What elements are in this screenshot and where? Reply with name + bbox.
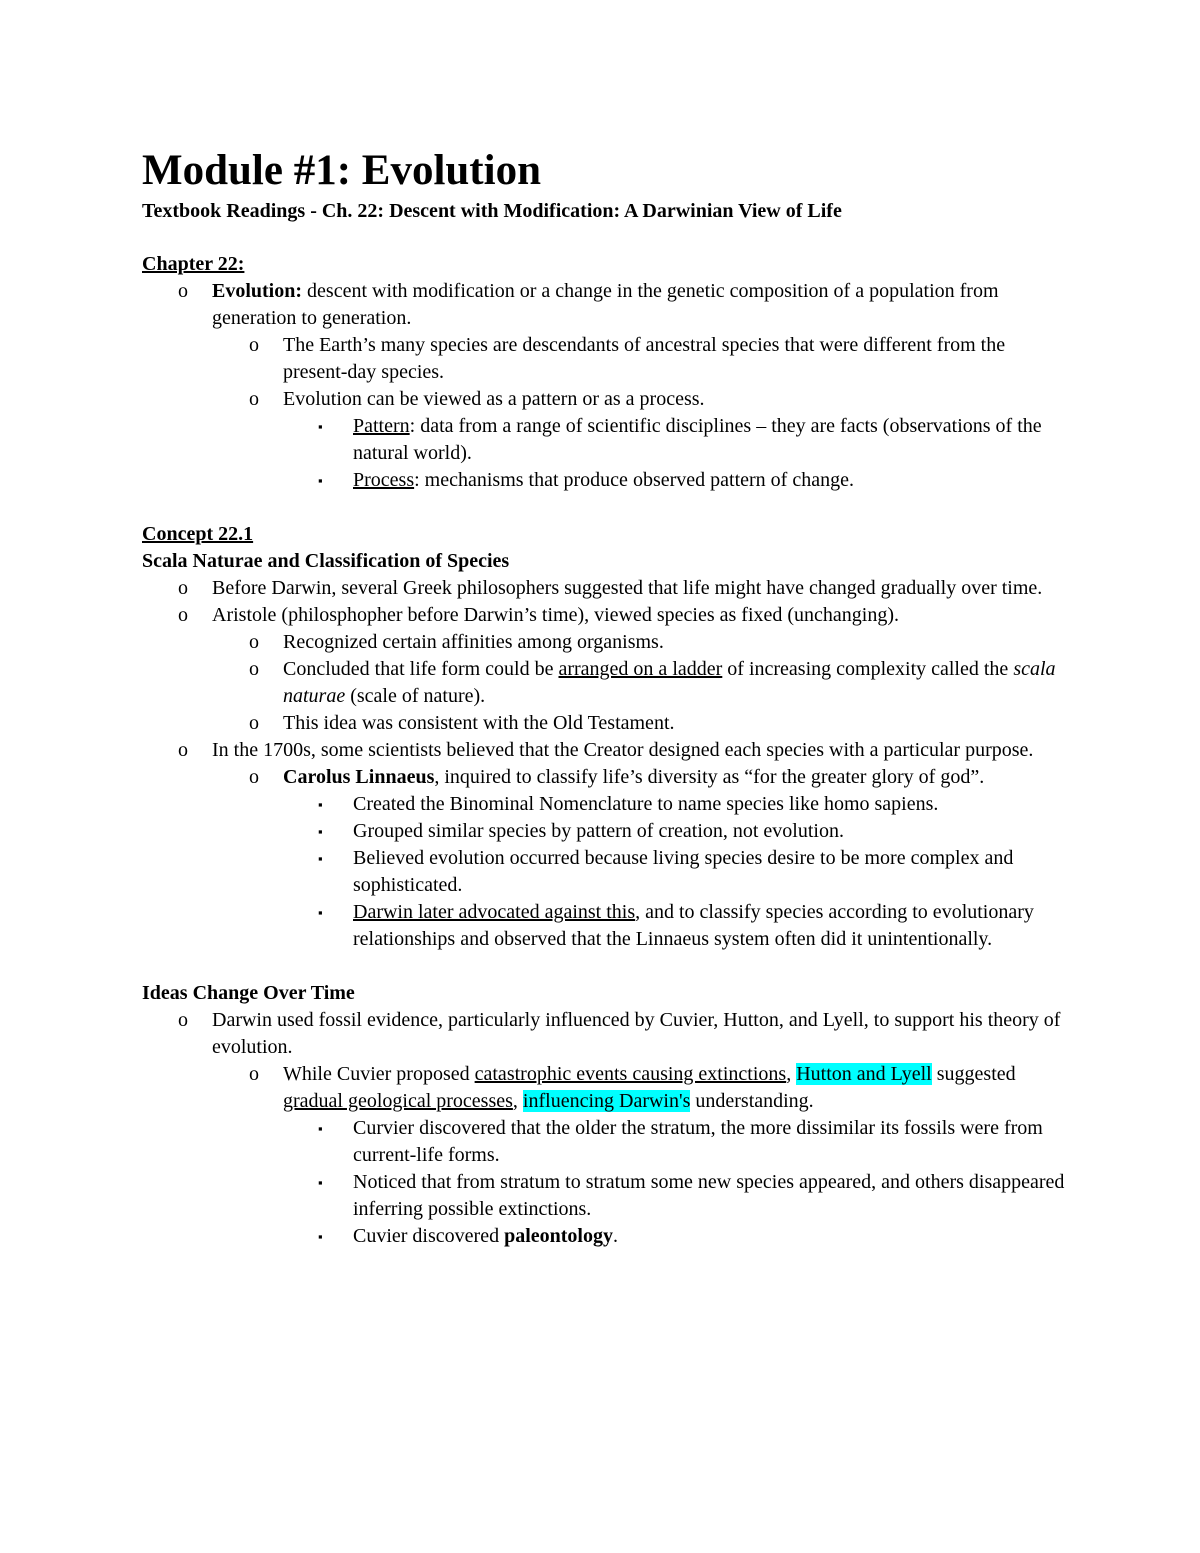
list-item bbox=[142, 1223, 1072, 1250]
item-text: of increasing complexity called the bbox=[722, 658, 1014, 680]
item-text: Evolution can be viewed as a pattern or as a process. bbox=[283, 388, 705, 410]
list-item bbox=[142, 791, 1072, 818]
item-text: understanding. bbox=[690, 1090, 814, 1112]
definition-process: : mechanisms that produce observed pattern of change. bbox=[414, 469, 854, 491]
item-text: In the 1700s, some scientists believed that the Creator designed each species with a particular purpose. bbox=[212, 739, 1034, 761]
concept-subheading: Scala Naturae and Classification of Species bbox=[142, 550, 510, 572]
list-item bbox=[142, 575, 1072, 602]
circle-bullet-icon: o bbox=[249, 388, 259, 410]
item-text: , inquired to classify life’s diversity as “for the greater glory of god”. bbox=[434, 766, 985, 788]
item-text: suggested bbox=[931, 1063, 1016, 1085]
document-subtitle: Textbook Readings - Ch. 22: Descent with Modification: A Darwinian View of Life bbox=[142, 200, 842, 222]
underlined-phrase: gradual geological processes bbox=[283, 1090, 513, 1112]
item-text: , and to classify species according to evolutionary relationships and observed that the Linnaeus system often did it unintentionally. bbox=[353, 901, 1034, 950]
square-bullet-icon: ▪ bbox=[318, 473, 323, 488]
item-text: Recognized certain affinities among organisms. bbox=[283, 631, 664, 653]
list-item bbox=[142, 1007, 1072, 1061]
circle-bullet-icon: o bbox=[249, 631, 259, 653]
list-item bbox=[142, 845, 1072, 899]
item-text: , bbox=[512, 1090, 523, 1112]
list-item bbox=[142, 332, 1072, 386]
chapter-list bbox=[142, 278, 1072, 494]
highlighted-phrase: influencing Darwin's bbox=[522, 1090, 691, 1112]
item-text: Believed evolution occurred because living species desire to be more complex and sophisticated. bbox=[353, 847, 1014, 896]
circle-bullet-icon: o bbox=[178, 1009, 188, 1031]
square-bullet-icon: ▪ bbox=[318, 419, 323, 434]
item-text: Before Darwin, several Greek philosophers suggested that life might have changed gradually over time. bbox=[212, 577, 1043, 599]
definition-evolution: descent with modification or a change in the genetic composition of a population from generation to generation. bbox=[212, 280, 999, 329]
circle-bullet-icon: o bbox=[249, 766, 259, 788]
list-item bbox=[142, 278, 1072, 332]
circle-bullet-icon: o bbox=[249, 1063, 259, 1085]
item-text: While Cuvier proposed bbox=[283, 1063, 475, 1085]
definition-pattern: : data from a range of scientific disciplines – they are facts (observations of the natural world). bbox=[353, 415, 1042, 464]
list-item bbox=[142, 386, 1072, 413]
italic-term: scala naturae bbox=[283, 658, 1056, 707]
square-bullet-icon: ▪ bbox=[318, 797, 323, 812]
circle-bullet-icon: o bbox=[249, 658, 259, 680]
item-text: Concluded that life form could be bbox=[283, 658, 559, 680]
circle-bullet-icon: o bbox=[178, 604, 188, 626]
concept-list bbox=[142, 575, 1072, 953]
concept-heading: Concept 22.1 bbox=[142, 523, 254, 545]
item-text: Curvier discovered that the older the stratum, the more dissimilar its fossils were from current-life forms. bbox=[353, 1117, 1043, 1166]
list-item bbox=[142, 737, 1072, 764]
highlighted-phrase: Hutton and Lyell bbox=[796, 1063, 932, 1085]
list-item bbox=[142, 1169, 1072, 1223]
item-text: , bbox=[786, 1063, 797, 1085]
term-evolution: Evolution: bbox=[212, 280, 303, 302]
chapter-heading: Chapter 22: bbox=[142, 253, 245, 275]
square-bullet-icon: ▪ bbox=[318, 824, 323, 839]
list-item bbox=[142, 710, 1072, 737]
square-bullet-icon: ▪ bbox=[318, 1175, 323, 1190]
document-body bbox=[142, 251, 1072, 1250]
underlined-phrase: catastrophic events causing extinctions bbox=[474, 1063, 787, 1085]
document-title: Module #1: Evolution bbox=[142, 147, 541, 194]
circle-bullet-icon: o bbox=[249, 712, 259, 734]
list-item bbox=[142, 764, 1072, 791]
item-text: Aristole (philosphopher before Darwin’s time), viewed species as fixed (unchanging). bbox=[212, 604, 900, 626]
item-text: The Earth’s many species are descendants of ancestral species that were different from the present-day species. bbox=[283, 334, 1006, 383]
term-paleontology: paleontology bbox=[504, 1225, 613, 1247]
term-pattern: Pattern bbox=[353, 415, 410, 437]
circle-bullet-icon: o bbox=[178, 577, 188, 599]
ideas-heading: Ideas Change Over Time bbox=[142, 982, 355, 1004]
list-item bbox=[142, 1061, 1072, 1115]
term-process: Process bbox=[353, 469, 415, 491]
item-text: (scale of nature). bbox=[345, 685, 486, 707]
list-item bbox=[142, 1115, 1072, 1169]
circle-bullet-icon: o bbox=[178, 280, 188, 302]
underlined-phrase: Darwin later advocated against this bbox=[353, 901, 636, 923]
item-text: . bbox=[612, 1225, 618, 1247]
list-item bbox=[142, 467, 1072, 494]
list-item bbox=[142, 629, 1072, 656]
circle-bullet-icon: o bbox=[178, 739, 188, 761]
item-text: Grouped similar species by pattern of creation, not evolution. bbox=[353, 820, 844, 842]
underlined-phrase: arranged on a ladder bbox=[558, 658, 723, 680]
square-bullet-icon: ▪ bbox=[318, 905, 323, 920]
ideas-list bbox=[142, 1007, 1072, 1250]
list-item bbox=[142, 899, 1072, 953]
square-bullet-icon: ▪ bbox=[318, 1121, 323, 1136]
item-text: Created the Binominal Nomenclature to name species like homo sapiens. bbox=[353, 793, 939, 815]
item-text: This idea was consistent with the Old Testament. bbox=[283, 712, 675, 734]
item-text: Cuvier discovered bbox=[353, 1225, 505, 1247]
list-item bbox=[142, 656, 1072, 710]
square-bullet-icon: ▪ bbox=[318, 851, 323, 866]
term-linnaeus: Carolus Linnaeus bbox=[283, 766, 435, 788]
item-text: Noticed that from stratum to stratum some new species appeared, and others disappeared inferring possible extinctions. bbox=[353, 1171, 1065, 1220]
circle-bullet-icon: o bbox=[249, 334, 259, 356]
list-item bbox=[142, 818, 1072, 845]
square-bullet-icon: ▪ bbox=[318, 1229, 323, 1244]
item-text: Darwin used fossil evidence, particularly influenced by Cuvier, Hutton, and Lyell, to support his theory of evolution. bbox=[212, 1009, 1061, 1058]
list-item bbox=[142, 602, 1072, 629]
list-item bbox=[142, 413, 1072, 467]
